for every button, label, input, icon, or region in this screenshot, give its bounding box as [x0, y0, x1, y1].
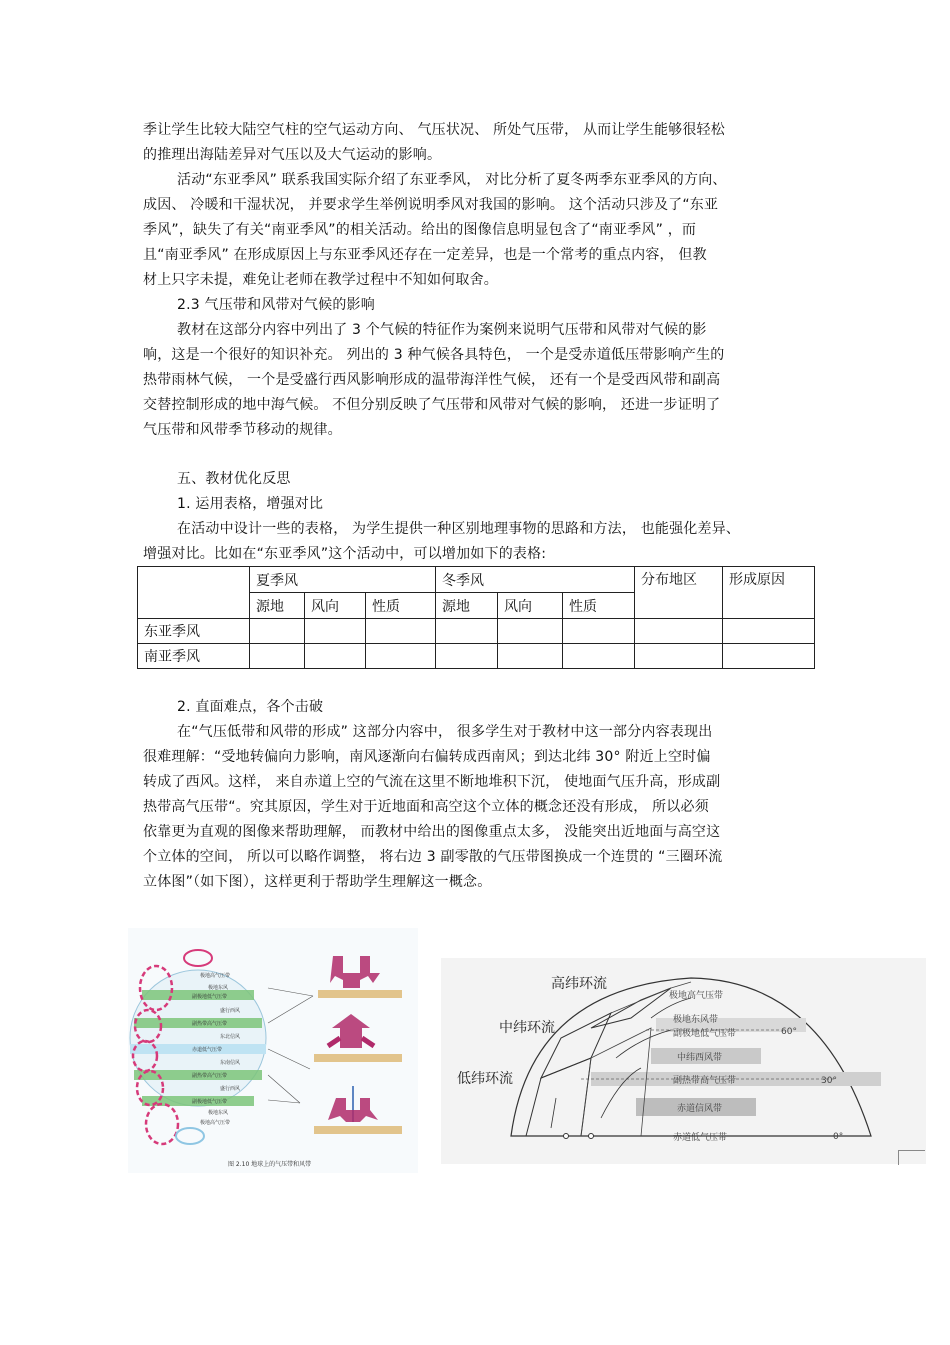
corner-mark: [898, 1150, 925, 1165]
table-cell: [635, 619, 723, 644]
band-label-3: 中纬西风带: [677, 1053, 723, 1063]
pointer-line: [268, 1049, 310, 1069]
table-cell: [305, 644, 366, 669]
belt-label-2: 副极地低气压带: [192, 994, 228, 1000]
paragraph-line: 热带雨林气候， 一个是受盛行西风影响形成的温带海洋性气候， 还有一个是受西风带和副高: [143, 372, 721, 388]
belt-label-1: 极地东风: [208, 985, 229, 991]
belt-label-8: 副热带高气压带: [192, 1073, 228, 1079]
figure-caption: 图 2.10 地球上的气压带和风带: [228, 1161, 312, 1168]
sub-panel-low-pressure: [314, 1014, 402, 1062]
paragraph-line: 季让学生比较大陆空气柱的空气运动方向、 气压状况、 所处气压带， 从而让学生能够很轻松: [143, 122, 725, 138]
paragraph-line: 热带高气压带“。究其原因，学生对于近地面和高空这个立体的概念还没有形成， 所以必须: [143, 799, 709, 815]
circulation-loop: [146, 1104, 178, 1144]
table-cell: [635, 644, 723, 669]
header-nature: 性质: [366, 593, 436, 619]
mid-lat-label: 中纬环流: [499, 1020, 555, 1036]
paragraph-line: 在“气压低带和风带的形成” 这部分内容中， 很多学生对于教材中这一部分内容表现出: [177, 724, 713, 740]
band-label-5: 赤道信风带: [677, 1104, 723, 1114]
belt-label-0: 极地高气压带: [200, 973, 231, 979]
table-cell: [250, 644, 305, 669]
deg0-label: 0°: [833, 1132, 844, 1142]
belt-label-7: 东南信风: [220, 1060, 241, 1066]
subheading-1: 1. 运用表格，增强对比: [177, 496, 324, 512]
table-cell: [498, 644, 563, 669]
ground-strip: [318, 990, 402, 998]
table-cell: [366, 644, 436, 669]
belt-label-3: 盛行西风: [220, 1008, 241, 1014]
pointer-line: [268, 996, 313, 1023]
header-nature: 性质: [563, 593, 635, 619]
pointer-line: [268, 1075, 300, 1103]
polar-loop: [184, 950, 212, 966]
node-dot: [564, 1134, 569, 1139]
paragraph-line: 增强对比。比如在“东亚季风”这个活动中，可以增加如下的表格:: [143, 546, 547, 562]
header-direction: 风向: [305, 593, 366, 619]
table-cell: [563, 644, 635, 669]
header-region: 分布地区: [635, 567, 723, 619]
paragraph-line: 活动“东亚季风” 联系我国实际介绍了东亚季风， 对比分析了夏冬两季东亚季风的方向、: [177, 172, 727, 188]
table-cell: [305, 619, 366, 644]
subheading-2: 2. 直面难点，各个击破: [177, 699, 324, 715]
table-cell: [723, 619, 815, 644]
three-cell-diagram: [441, 958, 926, 1164]
table-cell: [436, 644, 498, 669]
band-label-0: 极地高气压带: [669, 991, 724, 1001]
header-source: 源地: [250, 593, 305, 619]
table-cell: [250, 619, 305, 644]
belt-label-6: 赤道低气压带: [192, 1047, 223, 1053]
belt-label-10: 副极地低气压带: [192, 1099, 228, 1105]
monsoon-comparison-table: [137, 566, 815, 669]
low-lat-label: 低纬环流: [457, 1071, 513, 1087]
header-source: 源地: [436, 593, 498, 619]
table-corner-cell: [138, 567, 250, 619]
table-cell: [436, 619, 498, 644]
ground-strip: [314, 1126, 402, 1134]
pressure-belt-diagram: [128, 928, 418, 1173]
paragraph-line: 转成了西风。这样， 来自赤道上空的气流在这里不断地堆积下沉， 使地面气压升高，形成副: [143, 774, 721, 790]
paragraph-line: 教材在这部分内容中列出了 3 个气候的特征作为案例来说明气压带和风带对气候的影: [177, 322, 707, 338]
header-winter: 冬季风: [436, 567, 635, 593]
paragraph-line: 很难理解：“受地转偏向力影响，南风逐渐向右偏转成西南风；到达北纬 30° 附近上空时偏: [143, 749, 711, 765]
paragraph-line: 且“南亚季风” 在形成原因上与东亚季风还存在一定差异，也是一个常考的重点内容， 但教: [143, 247, 707, 263]
paragraph-line: 气压带和风带季节移动的规律。: [143, 422, 342, 438]
belt-label-4: 副热带高气压带: [192, 1021, 228, 1027]
paragraph-line: 依靠更为直观的图像来帮助理解， 而教材中给出的图像重点太多， 没能突出近地面与高空这: [143, 824, 721, 840]
paragraph-line: 个立体的空间， 所以可以略作调整， 将右边 3 副零散的气压带图换成一个连贯的 “三圈环流: [143, 849, 723, 865]
row-label-east-asia: 东亚季风: [138, 619, 250, 644]
belt-label-5: 东北信风: [220, 1034, 241, 1040]
pointer-line: [268, 988, 313, 996]
paragraph-line: 材上只字未提，难免让老师在教学过程中不知如何取舍。: [143, 272, 498, 288]
section-heading-5: 五、教材优化反思: [177, 471, 291, 487]
paragraph-line: 成因、 冷暖和干湿状况， 并要求学生举例说明季风对我国的影响。 这个活动只涉及了“东亚: [143, 197, 719, 213]
header-direction: 风向: [498, 593, 563, 619]
deg30-label: 30°: [821, 1076, 837, 1086]
table-cell: [723, 644, 815, 669]
paragraph-line: 季风”，缺失了有关“南亚季风”的相关活动。给出的图像信息明显包含了“南亚季风” ，而: [143, 222, 697, 238]
belt-label-12: 极地高气压带: [200, 1120, 231, 1126]
band-label-6: 赤道低气压带: [673, 1133, 728, 1143]
node-dot: [589, 1134, 594, 1139]
rising-air-arrow: [332, 1014, 370, 1048]
paragraph-line: 立体图”（如下图），这样更利于帮助学生理解这一概念。: [143, 874, 492, 890]
sinking-air-arrows: [330, 956, 380, 988]
table-cell: [563, 619, 635, 644]
three-cell-circulation-figure: [441, 958, 926, 1164]
paragraph-line: 在活动中设计一些的表格， 为学生提供一种区别地理事物的思路和方法， 也能强化差异、: [177, 521, 741, 537]
table-cell: [366, 619, 436, 644]
pressure-belt-figure: [128, 928, 418, 1173]
header-summer: 夏季风: [250, 567, 436, 593]
high-lat-label: 高纬环流: [551, 976, 607, 992]
band-label-1: 极地东风带: [673, 1015, 719, 1025]
polar-loop: [176, 1128, 204, 1144]
row-label-south-asia: 南亚季风: [138, 644, 250, 669]
sub-panel-subtropical-high: [314, 1086, 402, 1134]
band-label-2: 副极地低气压带: [673, 1029, 737, 1039]
paragraph-line: 的推理出海陆差异对气压以及大气运动的影响。: [143, 147, 442, 163]
belt-label-9: 盛行西风: [220, 1086, 241, 1092]
header-cause: 形成原因: [723, 567, 815, 619]
sub-panel-high-pressure: [318, 956, 402, 998]
deg60-label: 60°: [781, 1027, 797, 1037]
ground-strip: [314, 1054, 402, 1062]
table-cell: [498, 619, 563, 644]
pointer-line: [268, 1100, 300, 1103]
belt-label-11: 极地东风: [208, 1110, 229, 1116]
paragraph-line: 响，这是一个很好的知识补充。 列出的 3 种气候各具特色， 一个是受赤道低压带影响产生的: [143, 347, 725, 363]
section-heading-2-3: 2.3 气压带和风带对气候的影响: [177, 297, 375, 313]
band-label-4: 副热带高气压带: [673, 1076, 737, 1086]
paragraph-line: 交替控制形成的地中海气候。 不但分别反映了气压带和风带对气候的影响， 还进一步证明了: [143, 397, 721, 413]
